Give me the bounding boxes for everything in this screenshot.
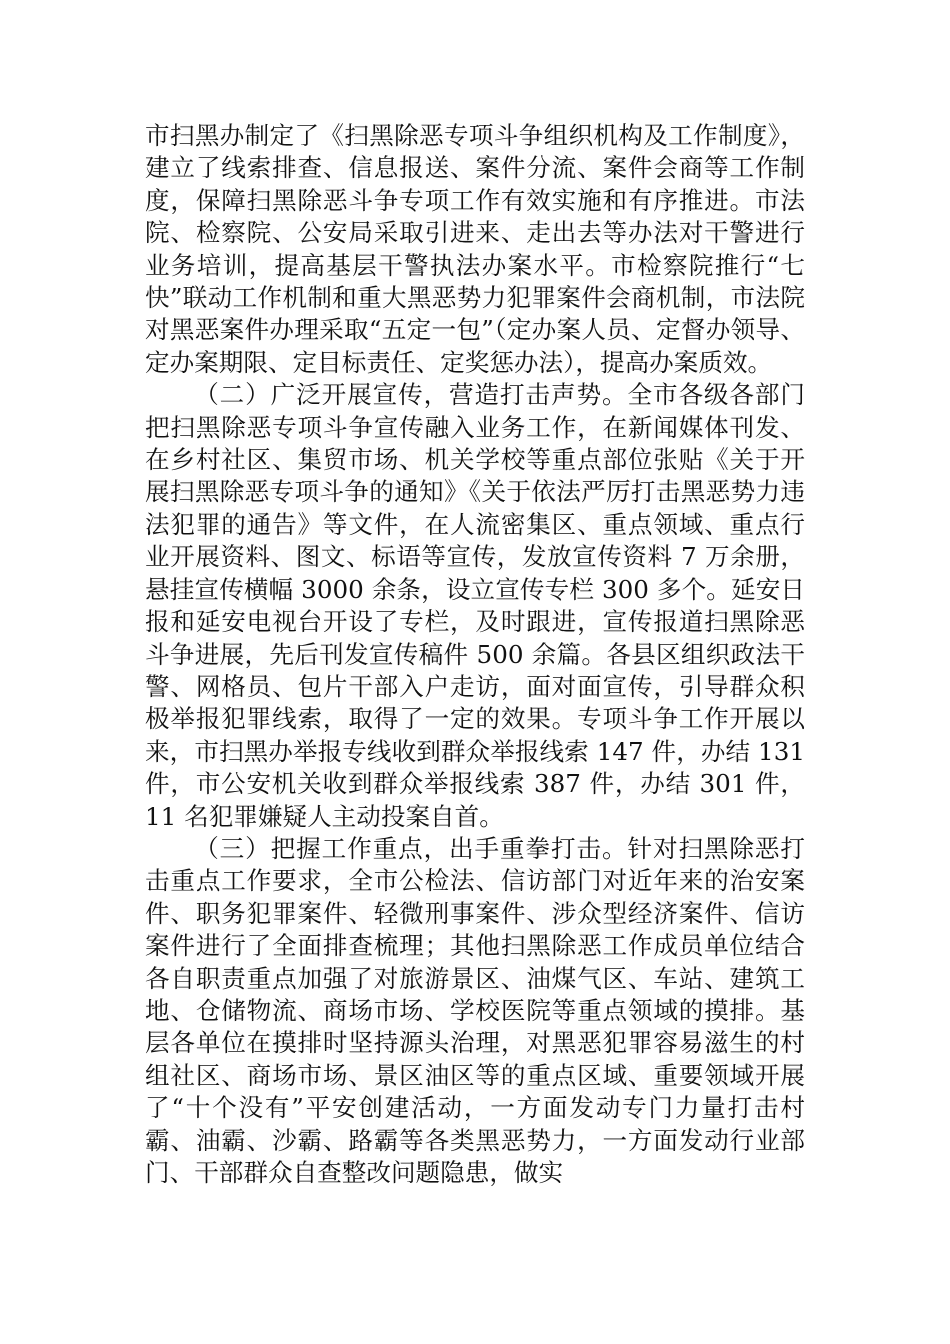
paragraph-continuation: 市扫黑办制定了《扫黑除恶专项斗争组织机构及工作制度》，建立了线索排查、信息报送、案件分流、案件会商等工作制度，保障扫黑除恶斗争专项工作有效实施和有序推进。市法院、检察院、公安局采取引进来、走出去等办法对干警进行业务培训，提高基层干警执法办案水平。市检察院推行“七快”联动工作机制和重大黑恶势力犯罪案件会商机制，市法院对黑恶案件办理采取“五定一包”（定办案人员、定督办领导、定办案期限、定目标责任、定奖惩办法），提高办案质效。: [145, 121, 805, 377]
paragraph-key-work: （三）把握工作重点，出手重拳打击。针对扫黑除恶打击重点工作要求，全市公检法、信访部门对近年来的治安案件、职务犯罪案件、轻微刑事案件、涉众型经济案件、信访案件进行了全面排查梳理；其他扫黑除恶工作成员单位结合各自职责重点加强了对旅游景区、油煤气区、车站、建筑工地、仓储物流、商场市场、学校医院等重点领域的摸排。基层各单位在摸排时坚持源头治理，对黑恶犯罪容易滋生的村组社区、商场市场、景区油区等的重点区域、重要领域开展了“十个没有”平安创建活动，一方面发动专门力量打击村霸、油霸、沙霸、路霸等各类黑恶势力，一方面发动行业部门、干部群众自查整改问题隐患，做实: [145, 833, 805, 1187]
document-page: [145, 120, 805, 1189]
paragraph-publicity: （二）广泛开展宣传，营造打击声势。全市各级各部门把扫黑除恶专项斗争宣传融入业务工作，在新闻媒体刊发、在乡村社区、集贸市场、机关学校等重点部位张贴《关于开展扫黑除恶专项斗争的通知》《关于依法严厉打击黑恶势力违法犯罪的通告》等文件，在人流密集区、重点领域、重点行业开展资料、图文、标语等宣传，发放宣传资料 7 万余册，悬挂宣传横幅 3000 余条，设立宣传专栏 300 多个。延安日报和延安电视台开设了专栏，及时跟进，宣传报道扫黑除恶斗争进展，先后刊发宣传稿件 500 余篇。各县区组织政法干警、网格员、包片干部入户走访，面对面宣传，引导群众积极举报犯罪线索，取得了一定的效果。专项斗争工作开展以来，市扫黑办举报专线收到群众举报线索 147 件，办结 131 件，市公安机关收到群众举报线索 387 件，办结 301 件，11 名犯罪嫌疑人主动投案自首。: [145, 380, 805, 831]
